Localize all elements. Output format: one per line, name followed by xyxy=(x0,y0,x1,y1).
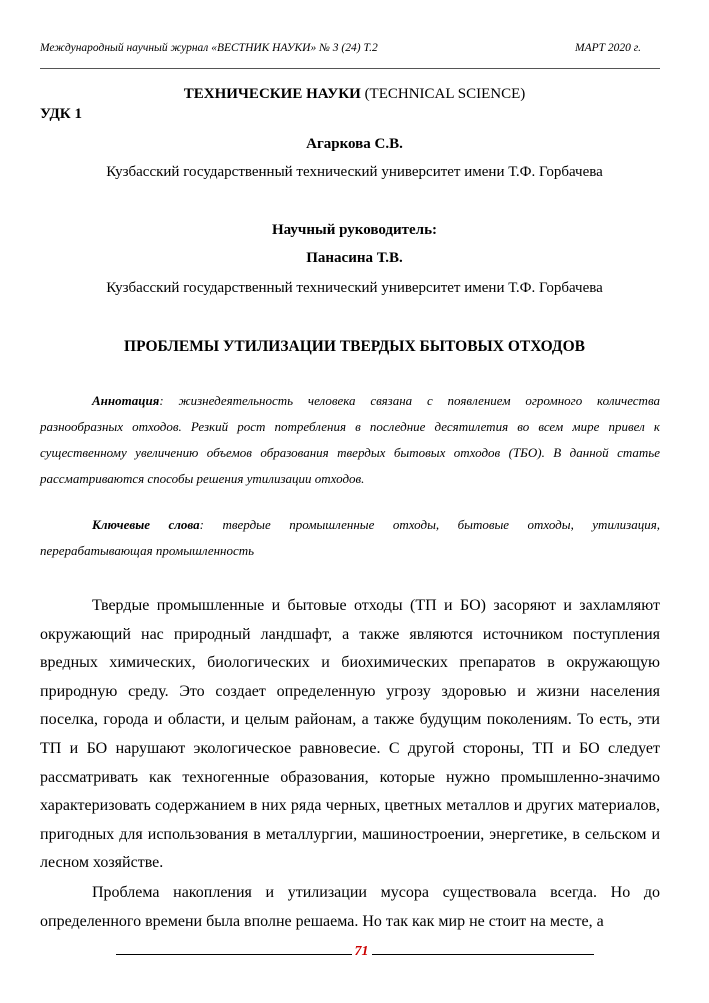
paragraph-1-text: Твердые промышленные и бытовые отходы (ТП и БО) засоряют и захламляют окружающий нас природный ландшафт, а также являются источником поступления вредных химических, биологических и биохимических препаратов в окружающую природную среду. Это создает определенную угрозу здоровью и жизни населения поселка, города и области, и целым районам, а также будущим поколениям. То есть, эти ТП и БО нарушают экологическое равновесие. С другой стороны, ТП и БО следует рассматривать как техногенные образования, которые нужно промышленно-значимо характеризовать содержанием в них ряда черных, цветных металлов и других материалов, пригодных для использования в металлургии, машиностроении, энергетике, в сельском и лесном хозяйстве. xyxy=(40,597,660,872)
section-heading xyxy=(0,86,709,103)
supervisor-name: Панасина Т.В. xyxy=(306,250,403,266)
keywords-text: : твердые промышленные отходы, бытовые отходы, утилизация, перерабатывающая промышленность xyxy=(40,517,660,558)
supervisor-affiliation: Кузбасский государственный технический университет имени Т.Ф. Горбачева xyxy=(106,280,603,296)
footer-rule-right xyxy=(372,954,594,955)
author-name: Агаркова С.В. xyxy=(306,136,403,152)
abstract-text: : жизнедеятельность человека связана с появлением огромного количества разнообразных отходов. Резкий рост потребления в последние десятилетия во всем мире привел к существенному увеличению объемов образования твердых бытовых отходов (ТБО). В данной статье рассматриваются способы решения утилизации отходов. xyxy=(40,393,660,486)
journal-name: Международный научный журнал «ВЕСТНИК НАУКИ» № 3 (24) Т.2 xyxy=(40,42,378,54)
body-paragraph-2 xyxy=(40,879,660,936)
page-number: 71 xyxy=(354,944,369,959)
supervisor-label: Научный руководитель: xyxy=(272,222,437,238)
author-affiliation: Кузбасский государственный технический университет имени Т.Ф. Горбачева xyxy=(106,164,603,180)
article-title: ПРОБЛЕМЫ УТИЛИЗАЦИИ ТВЕРДЫХ БЫТОВЫХ ОТХОДОВ xyxy=(124,338,585,355)
keywords-label: Ключевые слова xyxy=(92,517,200,532)
body-paragraph-1 xyxy=(40,592,660,878)
section-title-en: (TECHNICAL SCIENCE) xyxy=(360,86,526,102)
footer-rule-left xyxy=(116,954,352,955)
abstract xyxy=(40,388,660,492)
page-footer xyxy=(0,944,709,960)
abstract-label: Аннотация xyxy=(92,393,160,408)
running-header xyxy=(40,42,641,54)
issue-date: МАРТ 2020 г. xyxy=(575,42,641,54)
udk-code: УДК 1 xyxy=(40,106,82,122)
section-title-ru: ТЕХНИЧЕСКИЕ НАУКИ xyxy=(183,86,361,102)
keywords xyxy=(40,512,660,564)
paragraph-2-text: Проблема накопления и утилизации мусора существовала всегда. Но до определенного времени была вполне решаема. Но так как мир не стоит на месте, а xyxy=(40,884,660,930)
header-divider xyxy=(40,68,660,69)
